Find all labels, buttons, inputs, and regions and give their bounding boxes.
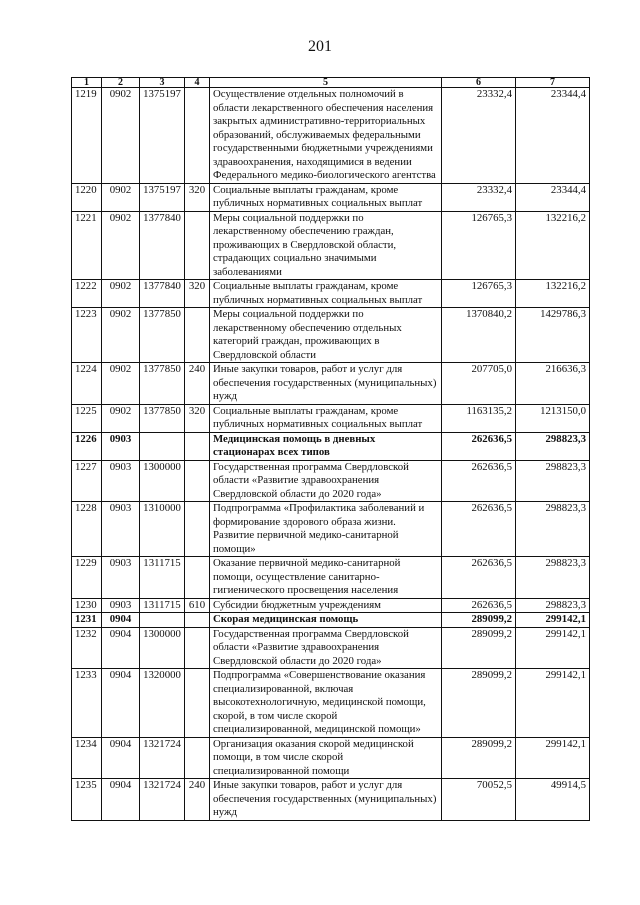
target-article-code: 1311715 [140,598,185,613]
section-code: 0902 [102,308,140,363]
table-row [72,502,590,557]
row-number: 1235 [72,779,102,821]
table-row [72,460,590,502]
section-code: 0903 [102,557,140,599]
expense-type-code [185,460,210,502]
expense-type-code: 320 [185,183,210,211]
expense-type-code [185,502,210,557]
amount-col-6: 262636,5 [442,598,516,613]
amount-col-7: 298823,3 [516,502,590,557]
target-article-code: 1321724 [140,737,185,779]
target-article-code: 1311715 [140,557,185,599]
amount-col-7: 298823,3 [516,598,590,613]
target-article-code [140,432,185,460]
row-name: Иные закупки товаров, работ и услуг для обеспечения государственных (муниципальных) нужд [210,779,442,821]
target-article-code: 1377850 [140,363,185,405]
amount-col-7: 23344,4 [516,183,590,211]
row-number: 1229 [72,557,102,599]
section-code: 0904 [102,779,140,821]
amount-col-7: 299142,1 [516,737,590,779]
header-col-1: 1 [72,78,102,88]
header-col-3: 3 [140,78,185,88]
expense-type-code [185,211,210,280]
row-name: Государственная программа Свердловской области «Развитие здравоохранения Свердловской области до 2020 года» [210,460,442,502]
target-article-code: 1320000 [140,669,185,738]
row-name: Подпрограмма «Совершенствование оказания специализированной, включая высокотехнологичную, медицинской помощи, скорой, в том числе скорой специализированной, медицинской помощи» [210,669,442,738]
header-col-5: 5 [210,78,442,88]
section-code: 0902 [102,88,140,184]
expense-type-code: 320 [185,280,210,308]
row-number: 1224 [72,363,102,405]
expense-type-code: 240 [185,363,210,405]
amount-col-6: 1370840,2 [442,308,516,363]
section-code: 0904 [102,627,140,669]
amount-col-7: 1429786,3 [516,308,590,363]
amount-col-7: 298823,3 [516,557,590,599]
table-row [72,432,590,460]
amount-col-6: 289099,2 [442,669,516,738]
amount-col-6: 289099,2 [442,613,516,628]
row-name: Субсидии бюджетным учреждениям [210,598,442,613]
expense-type-code [185,432,210,460]
target-article-code: 1300000 [140,460,185,502]
budget-table [71,77,590,821]
section-code: 0903 [102,460,140,502]
header-col-2: 2 [102,78,140,88]
amount-col-6: 126765,3 [442,211,516,280]
target-article-code [140,613,185,628]
row-number: 1223 [72,308,102,363]
row-name: Скорая медицинская помощь [210,613,442,628]
row-number: 1220 [72,183,102,211]
amount-col-6: 262636,5 [442,557,516,599]
section-code: 0904 [102,737,140,779]
expense-type-code [185,557,210,599]
amount-col-7: 298823,3 [516,460,590,502]
row-name: Социальные выплаты гражданам, кроме публичных нормативных социальных выплат [210,280,442,308]
target-article-code: 1321724 [140,779,185,821]
amount-col-7: 49914,5 [516,779,590,821]
section-code: 0902 [102,363,140,405]
amount-col-6: 70052,5 [442,779,516,821]
amount-col-7: 132216,2 [516,211,590,280]
table-row [72,557,590,599]
amount-col-7: 132216,2 [516,280,590,308]
amount-col-6: 23332,4 [442,88,516,184]
section-code: 0904 [102,613,140,628]
row-name: Меры социальной поддержки по лекарственному обеспечению граждан, проживающих в Свердловской области, страдающих социально значимыми заболеваниями [210,211,442,280]
section-code: 0903 [102,432,140,460]
section-code: 0902 [102,211,140,280]
row-name: Медицинская помощь в дневных стационарах всех типов [210,432,442,460]
table-row [72,308,590,363]
row-number: 1234 [72,737,102,779]
table-row [72,404,590,432]
header-col-6: 6 [442,78,516,88]
row-number: 1225 [72,404,102,432]
row-number: 1226 [72,432,102,460]
section-code: 0904 [102,669,140,738]
amount-col-6: 262636,5 [442,432,516,460]
target-article-code: 1377840 [140,211,185,280]
row-name: Организация оказания скорой медицинской помощи, в том числе скорой специализированной помощи [210,737,442,779]
target-article-code: 1377850 [140,308,185,363]
row-number: 1222 [72,280,102,308]
row-number: 1231 [72,613,102,628]
expense-type-code: 610 [185,598,210,613]
expense-type-code [185,88,210,184]
amount-col-7: 299142,1 [516,669,590,738]
page-number: 201 [308,38,332,55]
row-name: Социальные выплаты гражданам, кроме публичных нормативных социальных выплат [210,183,442,211]
row-name: Осуществление отдельных полномочий в области лекарственного обеспечения населения закрытых административно-территориальных образований, обслуживаемых федеральными государственными бюджетными учреждениями здравоохранения, находящимися в ведении Федерального медико-биологического агентства [210,88,442,184]
row-name: Оказание первичной медико-санитарной помощи, осуществление санитарно-гигиенического просвещения населения [210,557,442,599]
table-row [72,627,590,669]
table-row [72,779,590,821]
amount-col-6: 262636,5 [442,460,516,502]
table-row [72,280,590,308]
table-row [72,363,590,405]
target-article-code: 1375197 [140,183,185,211]
table-header-row [72,78,590,88]
section-code: 0903 [102,502,140,557]
row-name: Меры социальной поддержки по лекарственному обеспечению отдельных категорий граждан, проживающих в Свердловской области [210,308,442,363]
amount-col-7: 1213150,0 [516,404,590,432]
row-number: 1228 [72,502,102,557]
target-article-code: 1310000 [140,502,185,557]
expense-type-code: 240 [185,779,210,821]
section-code: 0902 [102,404,140,432]
row-name: Социальные выплаты гражданам, кроме публичных нормативных социальных выплат [210,404,442,432]
row-number: 1232 [72,627,102,669]
table-row [72,88,590,184]
amount-col-6: 289099,2 [442,737,516,779]
expense-type-code [185,308,210,363]
target-article-code: 1300000 [140,627,185,669]
row-number: 1221 [72,211,102,280]
target-article-code: 1377840 [140,280,185,308]
target-article-code: 1375197 [140,88,185,184]
table-row [72,613,590,628]
amount-col-7: 23344,4 [516,88,590,184]
row-number: 1227 [72,460,102,502]
table-row [72,183,590,211]
amount-col-6: 23332,4 [442,183,516,211]
row-name: Подпрограмма «Профилактика заболеваний и формирование здорового образа жизни. Развитие первичной медико-санитарной помощи» [210,502,442,557]
table-row [72,598,590,613]
header-col-7: 7 [516,78,590,88]
amount-col-7: 299142,1 [516,627,590,669]
section-code: 0902 [102,183,140,211]
expense-type-code [185,737,210,779]
table-row [72,737,590,779]
row-number: 1233 [72,669,102,738]
row-name: Государственная программа Свердловской области «Развитие здравоохранения Свердловской области до 2020 года» [210,627,442,669]
section-code: 0903 [102,598,140,613]
amount-col-6: 1163135,2 [442,404,516,432]
amount-col-6: 126765,3 [442,280,516,308]
expense-type-code: 320 [185,404,210,432]
amount-col-7: 298823,3 [516,432,590,460]
amount-col-6: 289099,2 [442,627,516,669]
expense-type-code [185,613,210,628]
expense-type-code [185,669,210,738]
section-code: 0902 [102,280,140,308]
row-name: Иные закупки товаров, работ и услуг для обеспечения государственных (муниципальных) нужд [210,363,442,405]
row-number: 1230 [72,598,102,613]
amount-col-6: 262636,5 [442,502,516,557]
expense-type-code [185,627,210,669]
header-col-4: 4 [185,78,210,88]
row-number: 1219 [72,88,102,184]
amount-col-7: 216636,3 [516,363,590,405]
amount-col-7: 299142,1 [516,613,590,628]
table-row [72,669,590,738]
target-article-code: 1377850 [140,404,185,432]
amount-col-6: 207705,0 [442,363,516,405]
table-row [72,211,590,280]
